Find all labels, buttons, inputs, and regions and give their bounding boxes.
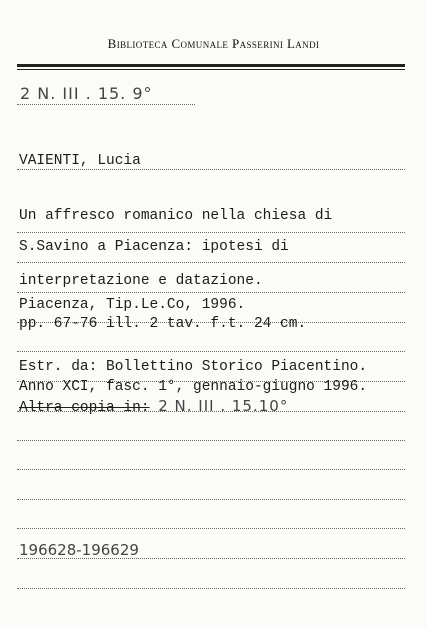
title-line-2: S.Savino a Piacenza: ipotesi di bbox=[19, 239, 289, 255]
note-line-1: Estr. da: Bollettino Storico Piacentino. bbox=[19, 359, 368, 375]
imprint: Piacenza, Tip.Le.Co, 1996. bbox=[19, 297, 246, 313]
header-rule bbox=[17, 64, 405, 67]
note-line-2: Anno XCI, fasc. 1°, gennaio-giugno 1996. bbox=[19, 379, 368, 395]
inventory-numbers: 196628-196629 bbox=[19, 541, 139, 559]
line-9 bbox=[17, 469, 405, 470]
shelfmark: 2 N. III . 15. 9° bbox=[20, 84, 153, 103]
line-1 bbox=[17, 232, 405, 233]
line-12 bbox=[17, 558, 405, 559]
other-copy-label: Altra copia in: bbox=[19, 400, 150, 416]
line-2 bbox=[17, 262, 405, 263]
header-rule-thin bbox=[17, 69, 405, 70]
line-11 bbox=[17, 528, 405, 529]
line-10 bbox=[17, 499, 405, 500]
line-13 bbox=[17, 588, 405, 589]
line-8 bbox=[17, 440, 405, 441]
line-3 bbox=[17, 292, 405, 293]
shelfmark-line bbox=[17, 104, 195, 105]
other-copy bbox=[19, 397, 288, 416]
title-line-3: interpretazione e datazione. bbox=[19, 273, 263, 289]
line-5 bbox=[17, 351, 405, 352]
library-header: Biblioteca Comunale Passerini Landi bbox=[107, 36, 320, 51]
title-line-1: Un affresco romanico nella chiesa di bbox=[19, 208, 333, 224]
collation: pp. 67-76 ill. 2 tav. f.t. 24 cm. bbox=[19, 316, 307, 332]
other-copy-shelfmark: 2 N. III . 15.10° bbox=[158, 397, 289, 415]
line-author bbox=[17, 169, 405, 170]
author: VAIENTI, Lucia bbox=[19, 153, 141, 169]
